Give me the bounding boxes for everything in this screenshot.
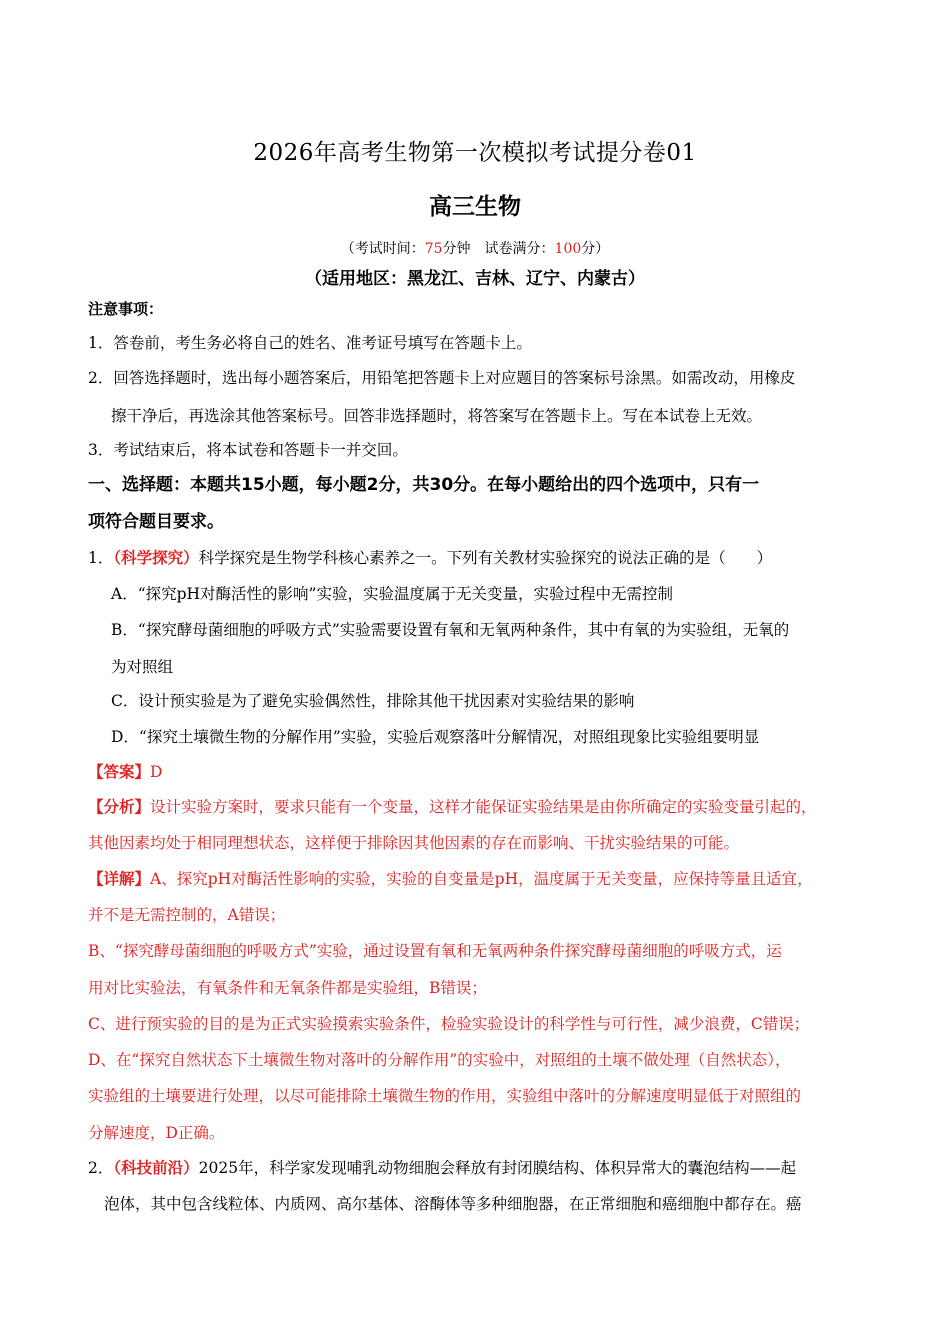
question-1-detail-line4: 用对比实验法，有氧条件和无氧条件都是实验组，B错误； xyxy=(88,979,487,997)
question-1-analysis-line1 xyxy=(88,795,817,819)
page-subtitle: 高三生物 xyxy=(429,193,521,220)
question-2-stem-line1 xyxy=(88,1156,796,1180)
note-1: 1．答卷前，考生务必将自己的姓名、准考证号填写在答题卡上。 xyxy=(88,334,532,352)
analysis-label: 【分析】 xyxy=(88,797,151,816)
analysis-text-1: 设计实验方案时，要求只能有一个变量，这样才能保证实验结果是由你所确定的实验变量引起的， xyxy=(150,798,817,816)
detail-text-1: A、探究pH对酶活性影响的实验，实验的自变量是pH，温度属于无关变量，应保持等量且适宜， xyxy=(150,870,813,888)
exam-info-prefix: （考试时间： xyxy=(340,241,425,257)
notes-heading: 注意事项： xyxy=(88,300,164,318)
exam-info xyxy=(0,238,950,260)
note-2a: 2．回答选择题时，选出每小题答案后，用铅笔把答题卡上对应题目的答案标号涂黑。如需改动，用橡皮 xyxy=(88,369,796,387)
question-1-detail-line8: 分解速度，D正确。 xyxy=(88,1124,225,1142)
question-1-detail-line5: C、进行预实验的目的是为正式实验摸索实验条件，检验实验设计的科学性与可行性，减少浪费，C错误； xyxy=(88,1015,810,1033)
question-1-analysis-line2: 其他因素均处于相同理想状态，这样便于排除因其他因素的存在而影响、干扰实验结果的可能。 xyxy=(88,834,740,852)
question-1-stem xyxy=(88,546,772,570)
note-3: 3．考试结束后，将本试卷和答题卡一并交回。 xyxy=(88,441,408,459)
question-1-tag: （科学探究） xyxy=(113,549,199,567)
answer-value: D xyxy=(150,763,163,781)
exam-info-suffix: 分） xyxy=(581,241,610,257)
question-1-option-a: A．“探究pH对酶活性的影响”实验，实验温度属于无关变量，实验过程中无需控制 xyxy=(111,585,673,603)
exam-score: 100 xyxy=(554,241,582,257)
note-2b: 擦干净后，再选涂其他答案标号。回答非选择题时，将答案写在答题卡上。写在本试卷上无效。 xyxy=(111,407,763,425)
question-1-option-c: C．设计预实验是为了避免实验偶然性，排除其他干扰因素对实验结果的影响 xyxy=(111,692,635,710)
question-1-option-b-line2: 为对照组 xyxy=(111,658,174,676)
question-2-number: 2． xyxy=(88,1159,114,1177)
question-1-detail-line6: D、在“探究自然状态下土壤微生物对落叶的分解作用”的实验中，对照组的土壤不做处理（自然状态）， xyxy=(88,1051,791,1069)
question-2-stem-line2: 泡体，其中包含线粒体、内质网、高尔基体、溶酶体等多种细胞器，在正常细胞和癌细胞中都存在。癌 xyxy=(104,1195,802,1213)
section-heading-line1: 一、选择题：本题共15小题，每小题2分，共30分。在每小题给出的四个选项中，只有一 xyxy=(88,475,760,495)
question-1-text: 科学探究是生物学科核心素养之一。下列有关教材实验探究的说法正确的是（ ） xyxy=(198,549,773,567)
applicable-region: （适用地区：黑龙江、吉林、辽宁、内蒙古） xyxy=(305,269,645,289)
detail-label: 【详解】 xyxy=(88,869,151,888)
answer-label: 【答案】 xyxy=(88,762,151,781)
question-1-detail-line7: 实验组的土壤要进行处理，以尽可能排除土壤微生物的作用，实验组中落叶的分解速度明显低于对照组的 xyxy=(88,1087,802,1105)
question-1-answer xyxy=(88,760,162,784)
section-heading-line2: 项符合题目要求。 xyxy=(88,512,224,532)
question-2-text-1: 2025年，科学家发现哺乳动物细胞会释放有封闭膜结构、体积异常大的囊泡结构——起 xyxy=(198,1159,797,1177)
question-1-number: 1． xyxy=(88,549,114,567)
question-2-tag: （科技前沿） xyxy=(113,1159,199,1177)
page-title: 2026年高考生物第一次模拟考试提分卷01 xyxy=(253,140,697,166)
question-1-detail-line1 xyxy=(88,867,813,891)
exam-time: 75 xyxy=(424,241,443,257)
question-1-detail-line3: B、“探究酵母菌细胞的呼吸方式”实验，通过设置有氧和无氧两种条件探究酵母菌细胞的呼吸方式，运 xyxy=(88,942,782,960)
question-1-detail-line2: 并不是无需控制的，A错误； xyxy=(88,906,286,924)
question-1-option-b-line1: B．“探究酵母菌细胞的呼吸方式”实验需要设置有氧和无氧两种条件，其中有氧的为实验组，无氧的 xyxy=(111,621,790,639)
question-1-option-d: D．“探究土壤微生物的分解作用”实验，实验后观察落叶分解情况，对照组现象比实验组要明显 xyxy=(111,728,760,746)
exam-info-mid: 分钟 试卷满分： xyxy=(442,241,555,257)
